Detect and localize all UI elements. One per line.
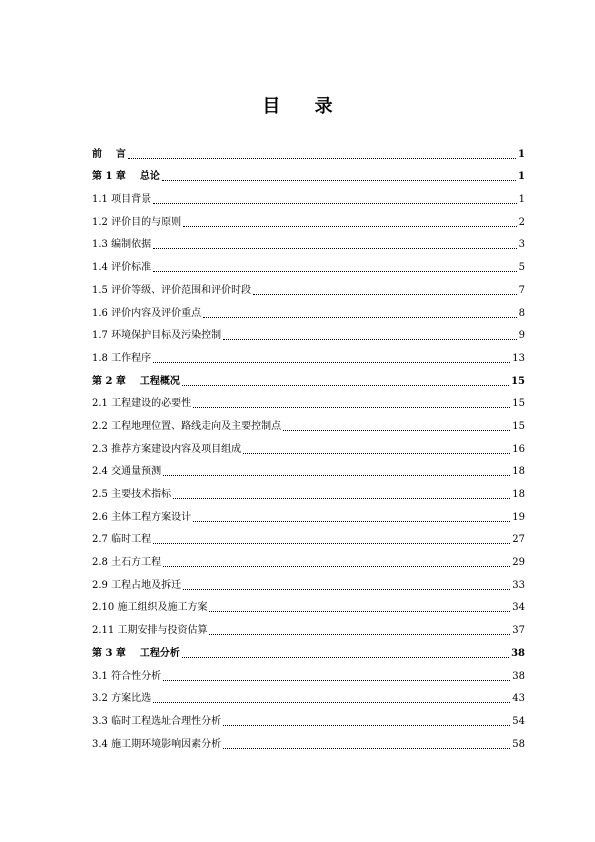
dot-leader (193, 521, 510, 522)
toc-entry-page-number: 34 (512, 602, 525, 614)
toc-entry-page-number: 18 (512, 466, 525, 478)
dot-leader (153, 362, 510, 363)
dot-leader (223, 748, 510, 749)
toc-entry-label: 1.3 编制依据 (92, 239, 152, 251)
dot-leader (209, 611, 510, 612)
dot-leader (203, 317, 517, 318)
toc-section-entry[interactable] (92, 251, 525, 274)
dot-leader (182, 385, 509, 386)
dot-leader (209, 634, 510, 635)
toc-entry-page-number: 38 (511, 647, 525, 659)
toc-chapter-entry[interactable] (92, 637, 525, 660)
toc-entry-page-number: 29 (512, 557, 525, 569)
toc-chapter-entry[interactable] (92, 365, 525, 388)
toc-entry-page-number: 38 (512, 670, 525, 682)
toc-entry-label: 2.3 推荐方案建设内容及项目组成 (92, 443, 242, 455)
toc-entry-label: 1.1 项目背景 (92, 194, 152, 206)
toc-entry-page-number: 1 (518, 194, 525, 206)
dot-leader (283, 430, 510, 431)
toc-entry-page-number: 15 (511, 375, 525, 387)
toc-entry-page-number: 5 (518, 262, 525, 274)
toc-entry-page-number: 8 (518, 307, 525, 319)
toc-entry-label: 2.1 工程建设的必要性 (92, 398, 192, 410)
toc-section-entry[interactable] (92, 705, 525, 728)
toc-entry-page-number: 18 (512, 489, 525, 500)
dot-leader (183, 589, 510, 590)
toc-entry-label: 1.5 评价等级、评价范围和评价时段 (92, 284, 252, 296)
toc-entry-label: 2.4 交通量预测 (92, 466, 162, 478)
toc-section-entry[interactable] (92, 592, 525, 615)
toc-entry-page-number: 9 (518, 330, 525, 342)
toc-entry-page-number: 19 (512, 511, 525, 523)
toc-section-entry[interactable] (92, 433, 525, 456)
toc-section-entry[interactable] (92, 388, 525, 411)
toc-entry-label: 2.2 工程地理位置、路线走向及主要控制点 (92, 420, 282, 432)
toc-entry-label: 1.8 工作程序 (92, 352, 152, 364)
toc-entry-label: 第 1 章 总论 (92, 171, 160, 183)
dot-leader (162, 180, 516, 181)
dot-leader (128, 158, 516, 159)
dot-leader (183, 226, 517, 227)
dot-leader (193, 407, 510, 408)
dot-leader (153, 702, 510, 703)
dot-leader (253, 294, 517, 295)
dot-leader (153, 271, 517, 272)
toc-entry-label: 3.1 符合性分析 (92, 670, 162, 682)
toc-entry-page-number: 1 (518, 148, 525, 160)
toc-entry-page-number: 1 (518, 171, 525, 183)
dot-leader (182, 657, 509, 658)
toc-section-entry[interactable] (92, 320, 525, 343)
toc-section-entry[interactable] (92, 501, 525, 524)
toc-section-entry[interactable] (92, 614, 525, 637)
toc-chapter-entry[interactable] (92, 138, 525, 161)
dot-leader (173, 498, 510, 499)
toc-section-entry[interactable] (92, 660, 525, 683)
dot-leader (163, 475, 510, 476)
toc-entry-label: 前 言 (92, 148, 126, 160)
toc-section-entry[interactable] (92, 342, 525, 365)
toc-entry-label: 3.2 方案比选 (92, 693, 152, 705)
toc-entry-label: 3.3 临时工程选址合理性分析 (92, 715, 222, 727)
toc-entry-label: 2.7 临时工程 (92, 534, 152, 546)
toc-entry-page-number: 33 (512, 579, 525, 591)
toc-entry-label: 第 2 章 工程概况 (92, 375, 180, 387)
toc-entry-label: 2.11 工期安排与投资估算 (92, 625, 208, 637)
table-of-contents (92, 138, 525, 751)
toc-section-entry[interactable] (92, 546, 525, 569)
page-title: 目 录 (262, 96, 347, 117)
toc-section-entry[interactable] (92, 728, 525, 751)
dot-leader (153, 248, 517, 249)
toc-entry-page-number: 43 (512, 693, 525, 705)
toc-entry-page-number: 7 (518, 284, 525, 296)
toc-entry-page-number: 54 (512, 715, 525, 727)
dot-leader (163, 566, 510, 567)
toc-entry-label: 3.4 施工期环境影响因素分析 (92, 738, 222, 750)
dot-leader (223, 725, 510, 726)
toc-section-entry[interactable] (92, 297, 525, 320)
toc-section-entry[interactable] (92, 456, 525, 479)
toc-chapter-entry[interactable] (92, 161, 525, 184)
toc-entry-page-number: 27 (512, 534, 525, 546)
toc-entry-label: 2.5 主要技术指标 (92, 489, 172, 500)
toc-section-entry[interactable] (92, 410, 525, 433)
toc-entry-page-number: 15 (512, 398, 525, 410)
toc-section-entry[interactable] (92, 206, 525, 229)
toc-section-entry[interactable] (92, 274, 525, 297)
toc-section-entry[interactable] (92, 569, 525, 592)
toc-section-entry[interactable] (92, 524, 525, 547)
dot-leader (163, 680, 510, 681)
toc-section-entry[interactable] (92, 229, 525, 252)
toc-entry-page-number: 15 (512, 420, 525, 432)
dot-leader (243, 453, 510, 454)
toc-section-entry[interactable] (92, 478, 525, 501)
dot-leader (223, 339, 517, 340)
toc-section-entry[interactable] (92, 683, 525, 706)
toc-entry-label: 第 3 章 工程分析 (92, 647, 180, 659)
dot-leader (153, 203, 517, 204)
toc-entry-label: 2.6 主体工程方案设计 (92, 511, 192, 523)
toc-entry-label: 2.8 土石方工程 (92, 557, 162, 569)
toc-entry-label: 2.9 工程占地及拆迁 (92, 579, 182, 591)
toc-entry-label: 2.10 施工组织及施工方案 (92, 602, 208, 614)
toc-entry-page-number: 37 (512, 625, 525, 637)
toc-entry-page-number: 3 (518, 239, 525, 251)
toc-entry-label: 1.6 评价内容及评价重点 (92, 307, 202, 319)
toc-entry-page-number: 58 (512, 738, 525, 750)
toc-section-entry[interactable] (92, 183, 525, 206)
toc-entry-page-number: 2 (518, 216, 525, 228)
toc-entry-label: 1.4 评价标准 (92, 262, 152, 274)
toc-entry-label: 1.2 评价目的与原则 (92, 216, 182, 228)
dot-leader (153, 543, 510, 544)
toc-entry-page-number: 13 (512, 352, 525, 364)
toc-entry-label: 1.7 环境保护目标及污染控制 (92, 330, 222, 342)
toc-entry-page-number: 16 (512, 443, 525, 455)
